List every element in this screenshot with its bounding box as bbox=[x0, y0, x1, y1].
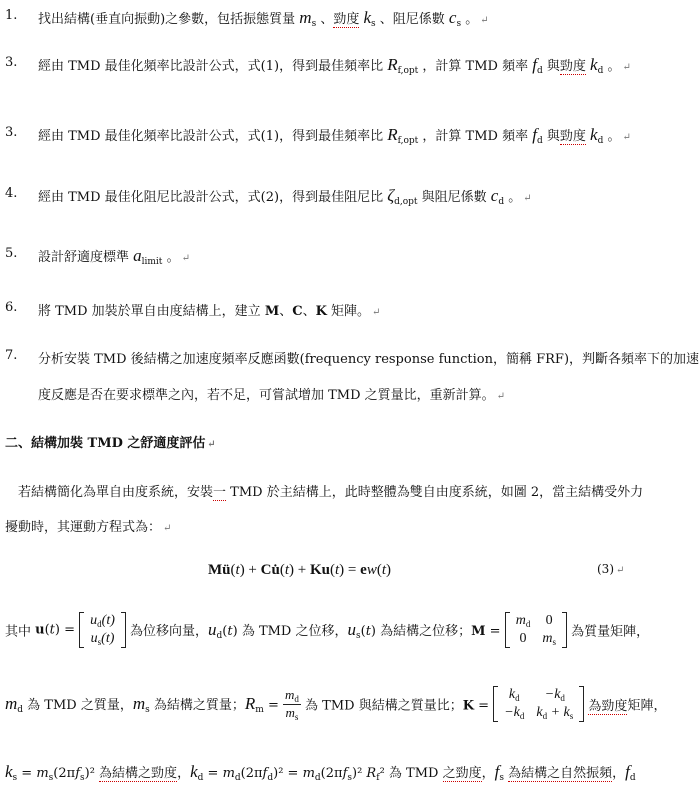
list-text: 經由 TMD 最佳化頻率比設計公式，式(1)，得到最佳頻率比 $R_{f,opt}$ ，計算 TMD 頻率 $f_d$ 與勁度 $k_d$ 。 ↵ bbox=[38, 55, 631, 76]
list-number: 6. bbox=[5, 300, 18, 315]
definition-line: $k_s = m_s(2\pi f_s)^2$ 為結構之勁度，$k_d = m_d(2\pi f_d)^2 = m_d(2\pi f_s)^2$ $R_f^2$ 為 TMD 之勁度，$f_s$ 為結構之自然振頻，$f_d$ bbox=[5, 762, 636, 783]
definition-line: $m_d$ 為 TMD 之質量，$m_s$ 為結構之質量；$R_m$ = $\frac{m_d}{m_s}$ 為 TMD 與結構之質量比；K = $k_d$ $-k_d$ $-k_d$ $k_d + k_s$ 為勁度矩陣， bbox=[5, 686, 667, 722]
equation-line bbox=[0, 562, 658, 584]
list-number: 3. bbox=[5, 125, 18, 140]
equation-number: (3) ↵ bbox=[597, 562, 625, 576]
list-text: 經由 TMD 最佳化頻率比設計公式，式(1)，得到最佳頻率比 $R_{f,opt}$ ，計算 TMD 頻率 $f_d$ 與勁度 $k_d$ 。 ↵ bbox=[38, 125, 631, 146]
mass-ratio-fraction: $\frac{m_d}{m_s}$ bbox=[285, 686, 299, 722]
displacement-vector: $u_d(t)$ $u_s(t)$ bbox=[79, 612, 126, 648]
list-text: 設計舒適度標準 $a_{limit}$ 。 ↵ bbox=[38, 246, 190, 267]
stiffness-matrix: $k_d$ $-k_d$ $-k_d$ $k_d + k_s$ bbox=[493, 686, 584, 722]
list-number: 4. bbox=[5, 186, 18, 201]
paragraph-line: 擾動時，其運動方程式為： ↵ bbox=[5, 520, 172, 535]
paragraph-text: 擾動時，其運動方程式為： bbox=[5, 520, 162, 535]
mass-matrix: $m_d$ 0 0 $m_s$ bbox=[505, 612, 567, 648]
paragraph-line: 若結構簡化為單自由度系統，安裝一 TMD 於主結構上，此時整體為雙自由度系統，如圖 2，當主結構受外力 bbox=[18, 485, 644, 500]
list-text: 分析安裝 TMD 後結構之加速度頻率反應函數(frequency response function，簡稱 FRF)，判斷各頻率下的加速 bbox=[38, 352, 699, 367]
section-heading: 二、結構加裝 TMD 之舒適度評估 ↵ bbox=[5, 436, 216, 451]
list-text: 經由 TMD 最佳化阻尼比設計公式，式(2)，得到最佳阻尼比 $\zeta_{d,opt}$ 與阻尼係數 $c_d$ 。 ↵ bbox=[38, 186, 532, 207]
list-number: 3. bbox=[5, 55, 18, 70]
list-text: 將 TMD 加裝於單自由度結構上，建立 M、C、K 矩陣。 ↵ bbox=[38, 304, 381, 319]
list-text: 度反應是否在要求標準之內，若不足，可嘗試增加 TMD 之質量比，重新計算。 ↵ bbox=[38, 388, 506, 403]
section-heading-text: 二、結構加裝 TMD 之舒適度評估 bbox=[5, 436, 206, 451]
equation: Mü(t) + Cu̇(t) + Ku(t) = ew(t) bbox=[208, 562, 391, 578]
definition-line: 其中 u(t) = $u_d(t)$ $u_s(t)$ 為位移向量，$u_d(t)$ 為 TMD 之位移，$u_s(t)$ 為結構之位移；M = $m_d$ 0 0 $m_s$ 為質量矩陣， bbox=[5, 613, 650, 647]
list-number: 7. bbox=[5, 348, 18, 363]
list-number: 5. bbox=[5, 246, 18, 261]
list-number: 1. bbox=[5, 8, 18, 23]
list-text: 找出結構(垂直向振動)之參數，包括振態質量 $m_s$ 、勁度 $k_s$ 、阻尼係數 $c_s$ 。 ↵ bbox=[38, 8, 489, 29]
